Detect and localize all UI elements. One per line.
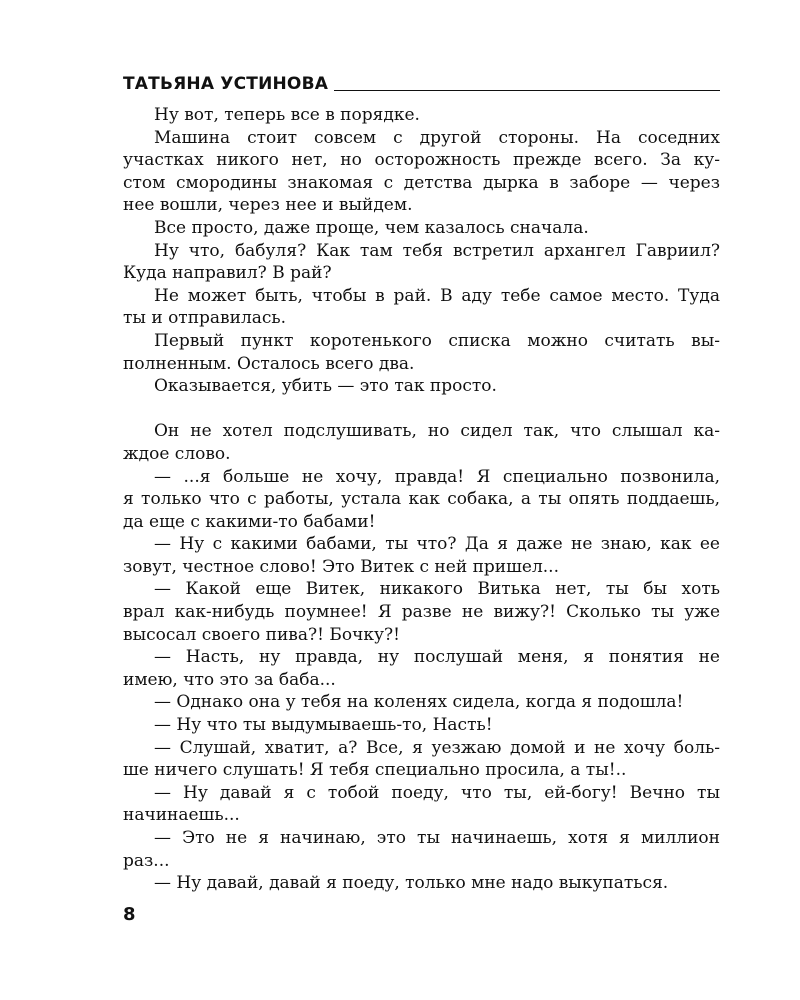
text-line: я только что с работы, устала как собака, а ты опять поддаешь, (123, 489, 720, 510)
author-name: ТАТЬЯНА УСТИНОВА (123, 74, 329, 94)
text-line: ты и отправилась. (123, 308, 287, 329)
paragraph (123, 691, 720, 714)
text-line: — Однако она у тебя на коленях сидела, когда я подошла! (154, 692, 684, 713)
text-line: ше ничего слушать! Я тебя специально просила, а ты!.. (123, 760, 627, 781)
text-line: нее вошли, через нее и выйдем. (123, 195, 413, 216)
text-line: раз... (123, 850, 170, 871)
text-line: — Ну давай, давай я поеду, только мне надо выкупаться. (154, 873, 669, 894)
text-line: имею, что это за баба... (123, 669, 336, 690)
paragraph (123, 872, 720, 895)
running-head (123, 70, 720, 94)
paragraph (123, 578, 720, 646)
text-line: — Насть, ну правда, ну послушай меня, я понятия не (154, 647, 720, 668)
paragraph (123, 375, 720, 398)
text-line: Куда направил? В рай? (123, 263, 332, 284)
text-line: высосал своего пива?! Бочку?! (123, 624, 400, 645)
text-line: Не может быть, чтобы в рай. В аду тебе самое место. Туда (154, 285, 720, 306)
page-number: 8 (123, 904, 136, 925)
paragraph (123, 285, 720, 330)
paragraph (123, 104, 720, 127)
text-line: ждое слово. (123, 443, 231, 464)
paragraph (123, 782, 720, 827)
text-line: — Какой еще Витек, никакого Витька нет, ты бы хоть (154, 579, 720, 600)
text-line: Ну что, бабуля? Как там тебя встретил архангел Гавриил? (154, 240, 720, 261)
paragraph (123, 127, 720, 217)
text-line: — Это не я начинаю, это ты начинаешь, хотя я миллион (154, 828, 720, 848)
text-line: начинаешь... (123, 805, 240, 826)
text-line: Ну вот, теперь все в порядке. (154, 105, 420, 125)
paragraph (123, 217, 720, 240)
text-line: — Слушай, хватит, а? Все, я уезжаю домой и не хочу боль- (154, 737, 720, 758)
header-rule (334, 90, 720, 91)
paragraph (123, 827, 720, 872)
text-line: Первый пункт коротенького списка можно считать вы- (154, 330, 720, 351)
paragraph (123, 737, 720, 782)
paragraph (123, 646, 720, 691)
paragraph (123, 466, 720, 534)
text-line: да еще с какими-то бабами! (123, 511, 376, 532)
text-line: участках никого нет, но осторожность прежде всего. За ку- (123, 150, 720, 171)
text-line: Оказывается, убить — это так просто. (154, 376, 497, 397)
paragraph (123, 330, 720, 375)
body-text (123, 104, 720, 895)
text-line: врал как-нибудь поумнее! Я разве не вижу?! Сколько ты уже (123, 602, 720, 623)
text-line: Машина стоит совсем с другой стороны. На соседних (154, 127, 720, 148)
section-break (123, 398, 720, 421)
text-line: — Ну с какими бабами, ты что? Да я даже не знаю, как ее (154, 534, 720, 555)
paragraph (123, 420, 720, 465)
text-line: — Ну что ты выдумываешь-то, Насть! (154, 715, 493, 736)
text-line: Он не хотел подслушивать, но сидел так, что слышал ка- (154, 421, 720, 442)
text-line: полненным. Осталось всего два. (123, 353, 415, 374)
text-line: — Ну давай я с тобой поеду, что ты, ей-богу! Вечно ты (154, 782, 720, 803)
text-line: стом смородины знакомая с детства дырка в заборе — через (123, 172, 720, 193)
text-line: зовут, честное слово! Это Витек с ней пришел... (123, 556, 559, 577)
paragraph (123, 240, 720, 285)
text-line: Все просто, даже проще, чем казалось сначала. (154, 217, 589, 238)
text-line: — ...я больше не хочу, правда! Я специально позвонила, (154, 466, 720, 487)
paragraph (123, 714, 720, 737)
paragraph (123, 533, 720, 578)
